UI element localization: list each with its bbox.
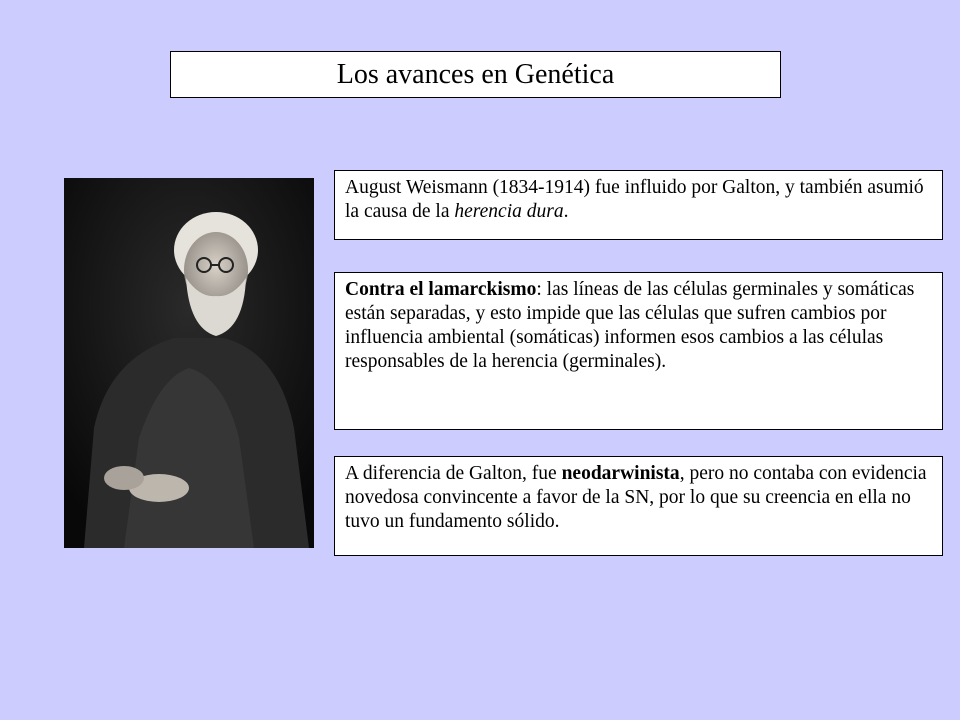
lamarckism-text-box	[334, 272, 943, 430]
neodarwinism-term: neodarwinista	[561, 463, 680, 484]
slide-title-box	[170, 51, 781, 98]
intro-text-end: .	[563, 201, 569, 222]
portrait-illustration	[64, 178, 314, 548]
intro-text-box	[334, 170, 943, 240]
intro-italic-term: herencia dura	[454, 201, 564, 222]
neodarwinism-text-start: A diferencia de Galton, fue	[345, 463, 562, 484]
portrait-photo	[64, 178, 314, 548]
lamarckism-heading: Contra el lamarckismo	[345, 279, 537, 300]
neodarwinism-text-end: , pero no contaba con evidencia novedosa convincente a favor de la SN, por lo que su creencia en ella no tuvo un fundamento sólido.	[345, 463, 927, 532]
intro-text: August Weismann (1834-1914) fue influido por Galton, y también asumió la causa de la	[345, 177, 924, 222]
neodarwinism-text-box	[334, 456, 943, 556]
lamarckism-text: : las líneas de las células germinales y somáticas están separadas, y esto impide que las células que sufren cambios por influencia ambiental (somáticas) informen esos cambios a las células responsables de la herencia (germinales).	[345, 279, 915, 372]
slide-title: Los avances en Genética	[336, 58, 615, 90]
